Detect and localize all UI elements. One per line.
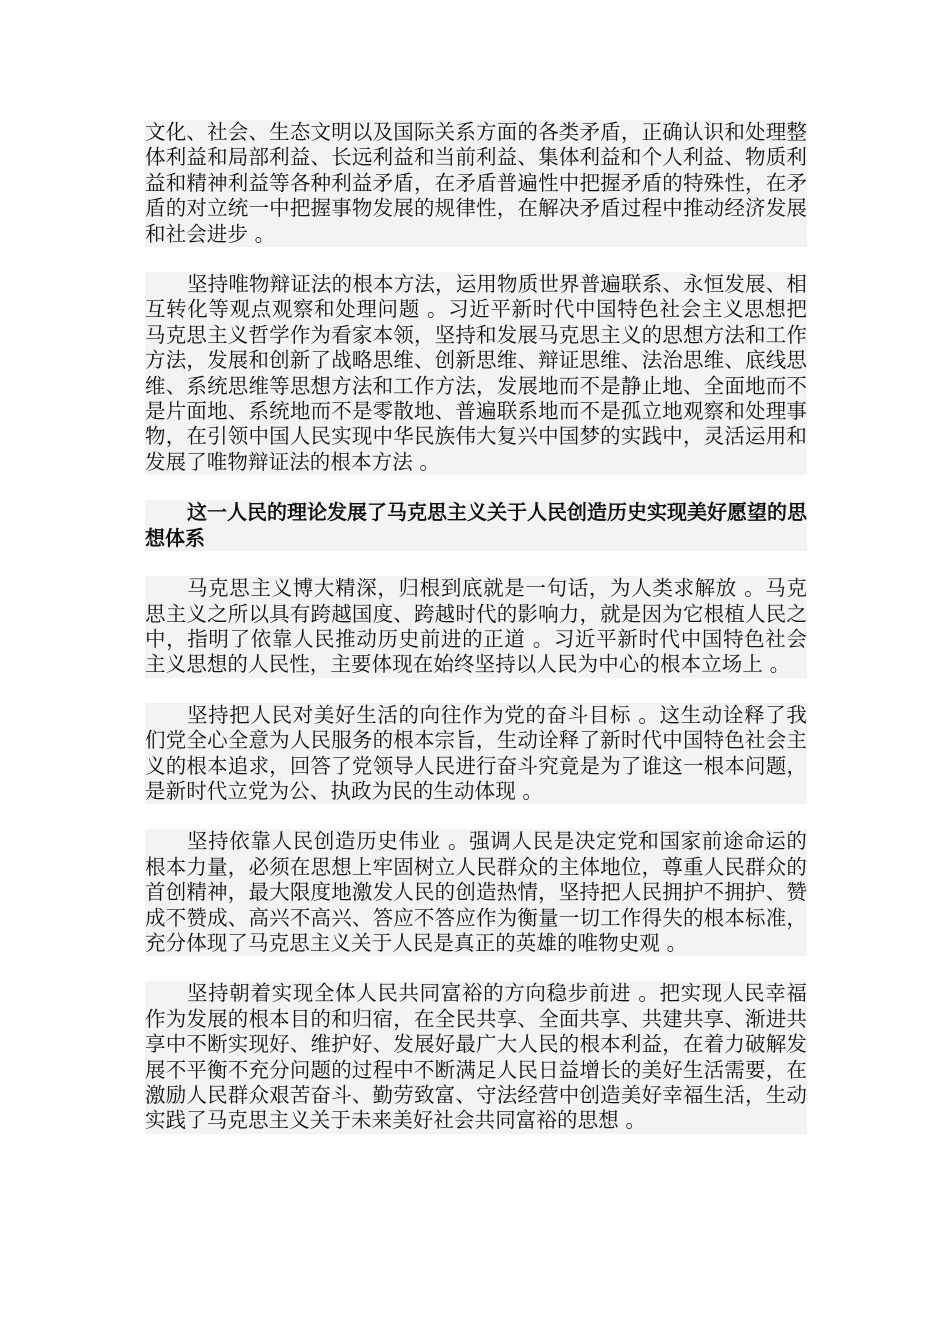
- paragraph-gap: [145, 804, 807, 829]
- document-body: [145, 120, 807, 1134]
- paragraph-marxism-essence: 马克思主义博大精深，归根到底就是一句话，为人类求解放 。马克思主义之所以具有跨越国度、跨越时代的影响力，就是因为它根植人民之中，指明了依靠人民推动历史前进的正道 。习近平新时代中国特色社会主义思想的人民性，主要体现在始终坚持以人民为中心的根本立场上 。: [145, 576, 807, 677]
- paragraph-continuation: 文化、社会、生态文明以及国际关系方面的各类矛盾，正确认识和处理整体利益和局部利益、长远利益和当前利益、集体利益和个人利益、物质利益和精神利益等各种利益矛盾，在矛盾普遍性中把握矛盾的特殊性，在矛盾的对立统一中把握事物发展的规律性，在解决矛盾过程中推动经济发展和社会进步 。: [145, 120, 807, 246]
- paragraph-gap: [145, 551, 807, 576]
- paragraph-gap: [145, 247, 807, 272]
- paragraph-dialectics: 坚持唯物辩证法的根本方法，运用物质世界普遍联系、永恒发展、相互转化等观点观察和处理问题 。习近平新时代中国特色社会主义思想把马克思主义哲学作为看家本领，坚持和发展马克思主义的思想方法和工作方法，发展和创新了战略思维、创新思维、辩证思维、法治思维、底线思维、系统思维等思想方法和工作方法，发展地而不是静止地、全面地而不是片面地、系统地而不是零散地、普遍联系地而不是孤立地观察和处理事物，在引领中国人民实现中华民族伟大复兴中国梦的实践中，灵活运用和发展了唯物辩证法的根本方法 。: [145, 272, 807, 474]
- paragraph-common-prosperity: 坚持朝着实现全体人民共同富裕的方向稳步前进 。把实现人民幸福作为发展的根本目的和归宿，在全民共享、全面共享、共建共享、渐进共享中不断实现好、维护好、发展好最广大人民的根本利益，在着力破解发展不平衡不充分问题的过程中不断满足人民日益增长的美好生活需要，在激励人民群众艰苦奋斗、勤劳致富、守法经营中创造美好幸福生活，生动实践了马克思主义关于未来美好社会共同富裕的思想 。: [145, 981, 807, 1133]
- paragraph-rely-on-people: 坚持依靠人民创造历史伟业 。强调人民是决定党和国家前途命运的根本力量，必须在思想上牢固树立人民群众的主体地位，尊重人民群众的首创精神，最大限度地激发人民的创造热情，坚持把人民拥护不拥护、赞成不赞成、高兴不高兴、答应不答应作为衡量一切工作得失的根本标准，充分体现了马克思主义关于人民是真正的英雄的唯物史观 。: [145, 829, 807, 955]
- paragraph-gap: [145, 678, 807, 703]
- section-heading: 这一人民的理论发展了马克思主义关于人民创造历史实现美好愿望的思想体系: [145, 500, 807, 550]
- paragraph-gap: [145, 956, 807, 981]
- paragraph-gap: [145, 475, 807, 500]
- paragraph-better-life-goal: 坚持把人民对美好生活的向往作为党的奋斗目标 。这生动诠释了我们党全心全意为人民服务的根本宗旨，生动诠释了新时代中国特色社会主义的根本追求，回答了党领导人民进行奋斗究竟是为了谁这一根本问题，是新时代立党为公、执政为民的生动体现 。: [145, 702, 807, 803]
